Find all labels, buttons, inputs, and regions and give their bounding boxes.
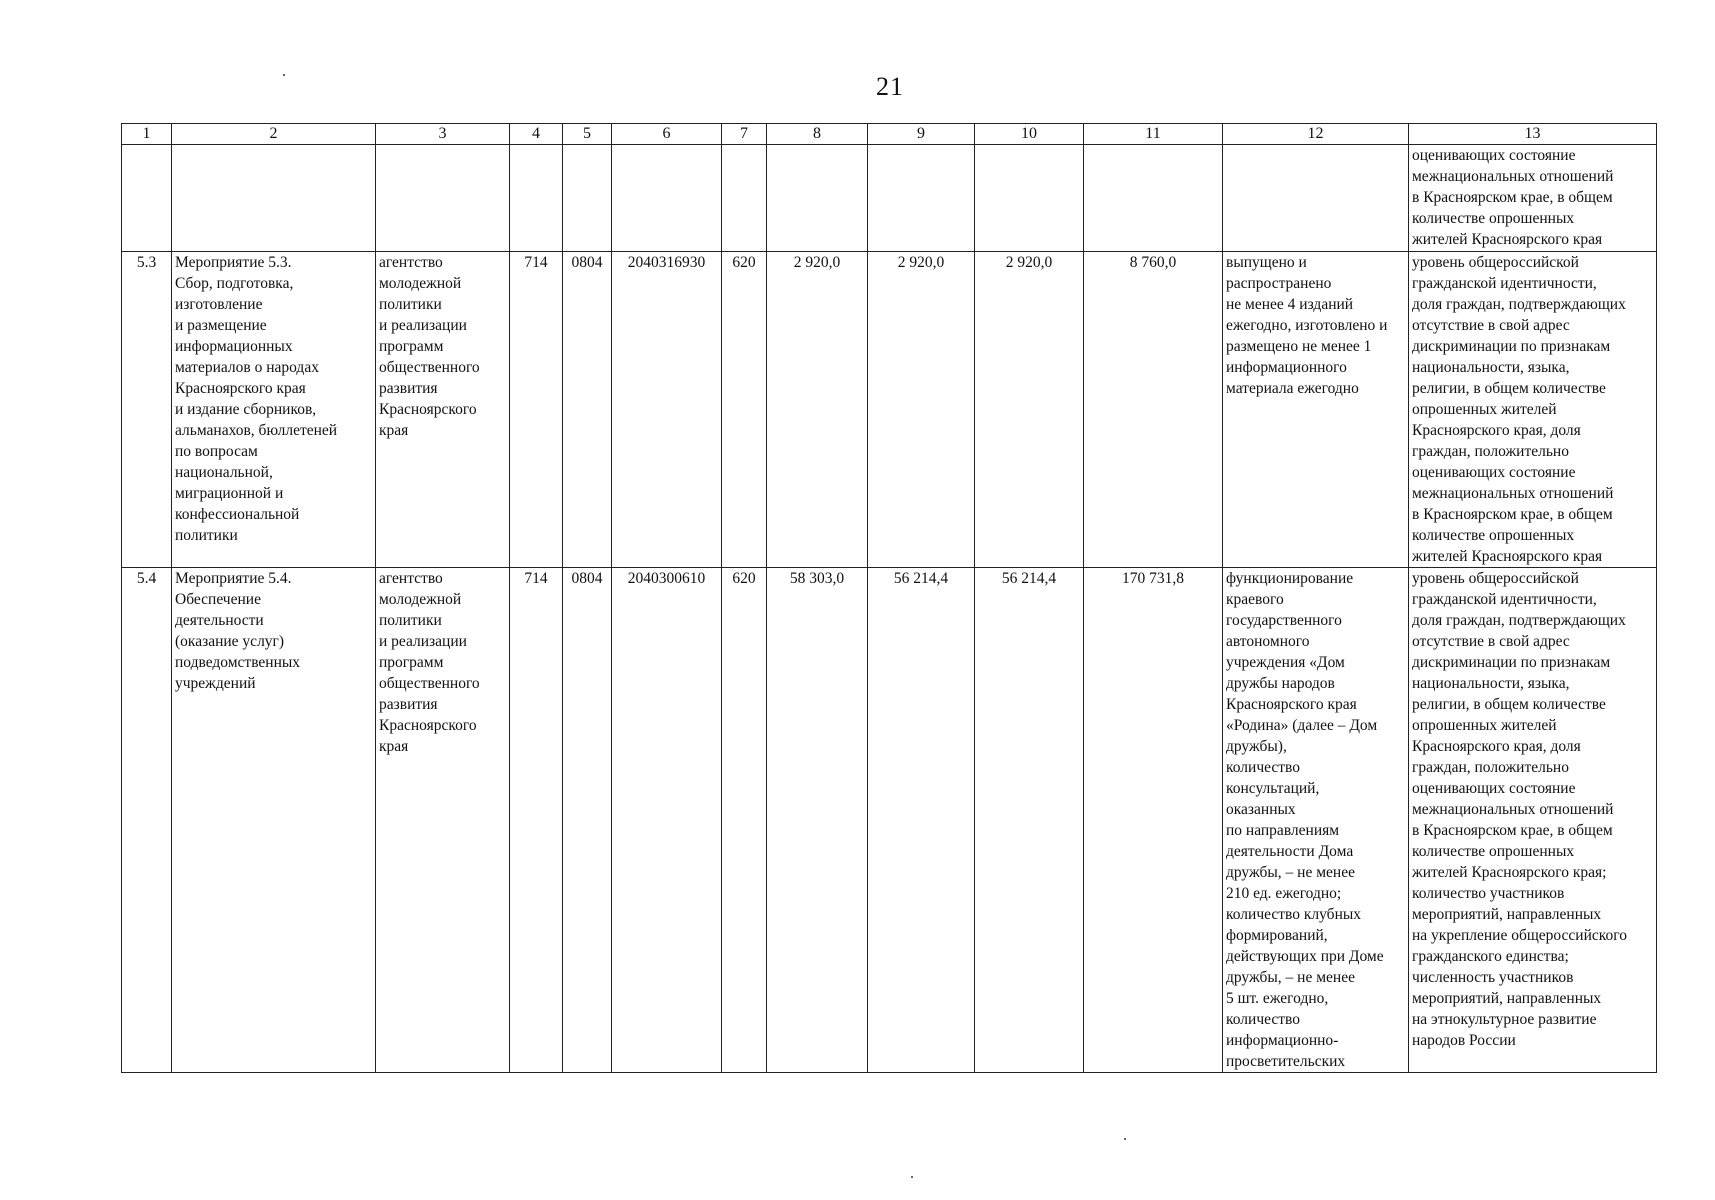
cell-section: 0804 bbox=[563, 568, 612, 1073]
page-number: 21 bbox=[876, 72, 904, 101]
cell-item-number: 5.3 bbox=[122, 252, 172, 568]
cell-section: 0804 bbox=[563, 252, 612, 568]
col-header-4: 4 bbox=[510, 124, 563, 145]
cell-expected-result: выпущено и распространено не менее 4 изданий ежегодно, изготовлено и размещено не менее 1 информационного материала ежегодно bbox=[1223, 252, 1409, 568]
cell-responsible: агентство молодежной политики и реализации программ общественного развития Красноярского края bbox=[376, 252, 510, 568]
cell-activity: Мероприятие 5.3. Сбор, подготовка, изготовление и размещение информационных материалов о народах Красноярского края и издание сборников, альманахов, бюллетеней по вопросам национальной, миграционной и конфессиональной политики bbox=[172, 252, 376, 568]
cell-amount: 58 303,0 bbox=[767, 568, 868, 1073]
cell-code: 714 bbox=[510, 252, 563, 568]
col-header-6: 6 bbox=[612, 124, 722, 145]
col-header-1: 1 bbox=[122, 124, 172, 145]
cell-empty bbox=[122, 145, 172, 252]
scan-speck bbox=[1124, 1138, 1126, 1140]
cell-empty bbox=[1084, 145, 1223, 252]
budget-table bbox=[121, 123, 1657, 1073]
cell-empty bbox=[612, 145, 722, 252]
col-header-12: 12 bbox=[1223, 124, 1409, 145]
cell-item-number: 5.4 bbox=[122, 568, 172, 1073]
cell-empty bbox=[376, 145, 510, 252]
cell-empty bbox=[1223, 145, 1409, 252]
cell-amount: 56 214,4 bbox=[975, 568, 1084, 1073]
cell-indicators: оценивающих состояние межнациональных отношений в Красноярском крае, в общем количестве опрошенных жителей Красноярского края bbox=[1409, 145, 1657, 252]
cell-expense-type: 620 bbox=[722, 568, 767, 1073]
table-row-continuation bbox=[122, 145, 1657, 252]
col-header-7: 7 bbox=[722, 124, 767, 145]
cell-empty bbox=[722, 145, 767, 252]
table-row bbox=[122, 252, 1657, 568]
header-row bbox=[122, 124, 1657, 145]
cell-expense-type: 620 bbox=[722, 252, 767, 568]
table-row bbox=[122, 568, 1657, 1073]
cell-responsible: агентство молодежной политики и реализации программ общественного развития Красноярского края bbox=[376, 568, 510, 1073]
cell-amount: 2 920,0 bbox=[975, 252, 1084, 568]
cell-activity: Мероприятие 5.4. Обеспечение деятельности (оказание услуг) подведомственных учреждений bbox=[172, 568, 376, 1073]
col-header-2: 2 bbox=[172, 124, 376, 145]
cell-indicators: уровень общероссийской гражданской идентичности, доля граждан, подтверждающих отсутствие в свой адрес дискриминации по признакам национальности, языка, религии, в общем количестве опрошенных жителей Красноярского края, доля граждан, положительно оценивающих состояние межнациональных отношений в Красноярском крае, в общем количестве опрошенных жителей Красноярского края bbox=[1409, 252, 1657, 568]
cell-target-article: 2040316930 bbox=[612, 252, 722, 568]
cell-total: 8 760,0 bbox=[1084, 252, 1223, 568]
col-header-13: 13 bbox=[1409, 124, 1657, 145]
cell-total: 170 731,8 bbox=[1084, 568, 1223, 1073]
cell-empty bbox=[975, 145, 1084, 252]
scan-speck bbox=[911, 1176, 913, 1178]
cell-target-article: 2040300610 bbox=[612, 568, 722, 1073]
scan-speck bbox=[283, 74, 285, 76]
col-header-5: 5 bbox=[563, 124, 612, 145]
col-header-11: 11 bbox=[1084, 124, 1223, 145]
cell-amount: 2 920,0 bbox=[868, 252, 975, 568]
cell-empty bbox=[172, 145, 376, 252]
cell-code: 714 bbox=[510, 568, 563, 1073]
cell-expected-result: функционирование краевого государственного автономного учреждения «Дом дружбы народов Красноярского края «Родина» (далее – Дом дружбы), количество консультаций, оказанных по направлениям деятельности Дома дружбы, – не менее 210 ед. ежегодно; количество клубных формирований, действующих при Доме дружбы, – не менее 5 шт. ежегодно, количество информационно- просветительских bbox=[1223, 568, 1409, 1073]
col-header-9: 9 bbox=[868, 124, 975, 145]
cell-indicators: уровень общероссийской гражданской идентичности, доля граждан, подтверждающих отсутствие в свой адрес дискриминации по признакам национальности, языка, религии, в общем количестве опрошенных жителей Красноярского края, доля граждан, положительно оценивающих состояние межнациональных отношений в Красноярском крае, в общем количестве опрошенных жителей Красноярского края; количество участников мероприятий, направленных на укрепление общероссийского гражданского единства; численность участников мероприятий, направленных на этнокультурное развитие народов России bbox=[1409, 568, 1657, 1073]
cell-amount: 2 920,0 bbox=[767, 252, 868, 568]
col-header-8: 8 bbox=[767, 124, 868, 145]
cell-empty bbox=[563, 145, 612, 252]
cell-empty bbox=[868, 145, 975, 252]
cell-empty bbox=[510, 145, 563, 252]
cell-amount: 56 214,4 bbox=[868, 568, 975, 1073]
cell-empty bbox=[767, 145, 868, 252]
col-header-10: 10 bbox=[975, 124, 1084, 145]
col-header-3: 3 bbox=[376, 124, 510, 145]
